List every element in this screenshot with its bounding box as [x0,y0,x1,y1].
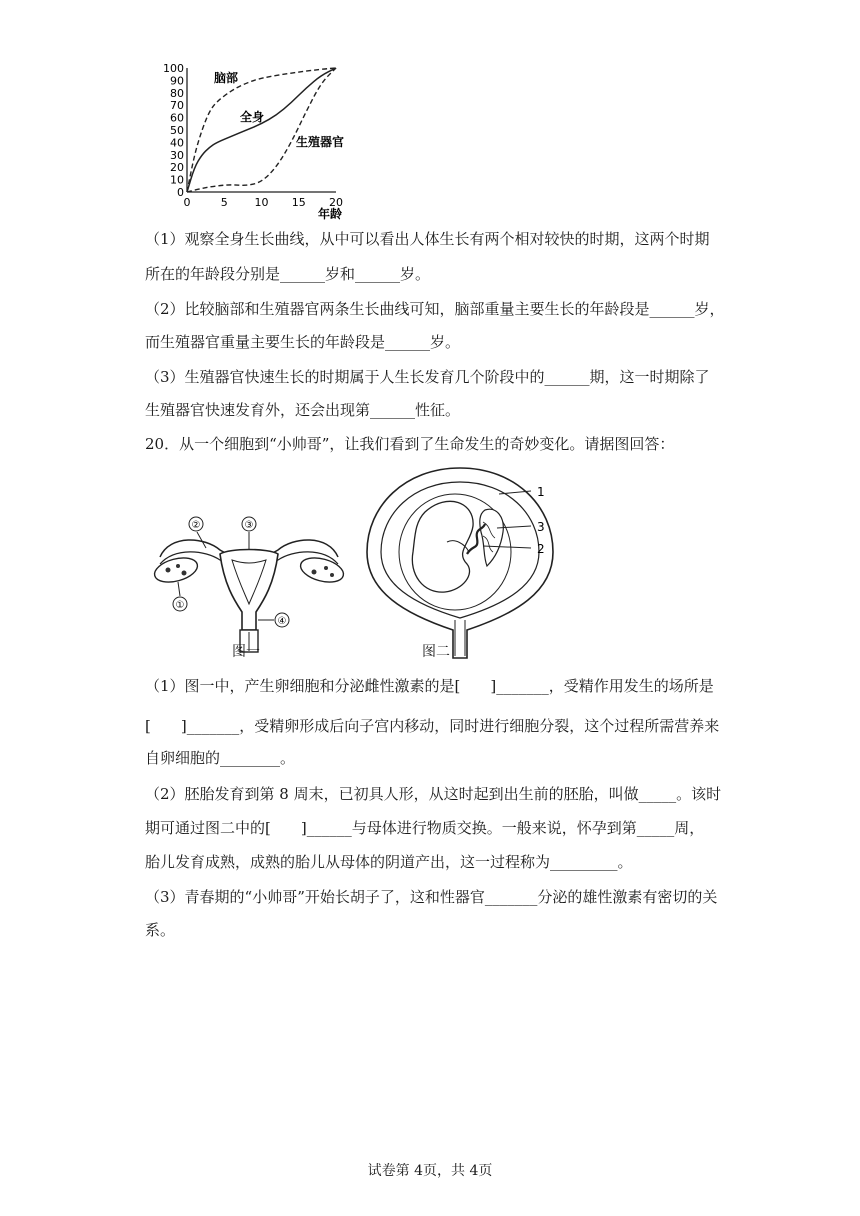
label-brain: 脑部 [214,71,239,85]
x-tick-label: 5 [220,196,228,209]
x-tick-label: 10 [254,196,269,209]
series-brain-line [187,68,336,192]
ovary-left [152,554,200,587]
figure-1-caption: 图一 [232,644,260,660]
fig1-label-3: ③ [244,520,254,531]
y-tick-label: 60 [170,111,184,125]
uterus [220,550,278,631]
x-tick-label: 20 [329,196,343,209]
fig2-label-2: 2 [537,542,545,556]
q19-p3-line1: （3）生殖器官快速生长的时期属于人生长发育几个阶段中的______期，这一时期除了 [145,368,710,386]
x-tick-label: 15 [291,196,306,209]
fig2-label-1: 1 [537,485,545,499]
fig1-label-4: ④ [277,616,287,627]
q20-p2-line3: 胎儿发育成熟，成熟的胎儿从母体的阴道产出，这一过程称为_________。 [145,853,633,871]
figure-2-fetus [355,462,565,662]
label-body: 全身 [240,110,265,124]
q20-title: 20．从一个细胞到“小帅哥”，让我们看到了生命发生的奇妙变化。请据图回答： [145,435,675,453]
q19-p3-line2: 生殖器官快速发育外，还会出现第______性征。 [145,401,461,419]
y-tick-label: 30 [170,148,184,162]
fig1-label-2: ② [191,520,201,531]
growth-chart [140,60,370,225]
q19-p1-line1: （1）观察全身生长曲线，从中可以看出人体生长有两个相对较快的时期，这两个时期 [145,230,710,248]
q20-p1-line1: （1）图一中，产生卵细胞和分泌雌性激素的是[ ]_______，受精作用发生的场所是 [145,677,714,695]
label-repro: 生殖器官 [296,135,345,149]
y-tick-label: 100 [163,62,184,75]
q20-p2-line2: 期可通过图二中的[ ]______与母体进行物质交换。一般来说，怀孕到第_____周， [145,819,705,837]
y-tick-label: 40 [170,136,184,150]
series-repro-line [187,68,336,192]
y-tick-label: 0 [177,186,184,199]
y-tick-label: 80 [170,86,184,100]
figure-2-caption: 图二 [422,644,450,660]
page-footer: 试卷第 4页，共 4页 [367,1163,493,1179]
fig2-label-3: 3 [537,520,545,534]
chart-xlabel: 年龄 [318,207,343,221]
q19-p1-line2: 所在的年龄段分别是______岁和______岁。 [145,265,431,283]
figure-1-uterus [140,512,358,662]
fig1-label-1: ① [175,600,185,611]
q19-p2-line2: 而生殖器官重量主要生长的年龄段是______岁。 [145,333,461,351]
q20-p2-line1: （2）胚胎发育到第 8 周末，已初具人形，从这时起到出生前的胚胎，叫做_____。该时 [145,785,722,803]
q20-p3-line1: （3）青春期的“小帅哥”开始长胡子了，这和性器官_______分泌的雄性激素有密切的关 [145,888,718,906]
q19-p2-line1: （2）比较脑部和生殖器官两条生长曲线可知，脑部重量主要生长的年龄段是______岁， [145,300,725,318]
q20-p1-line2: [ ]_______，受精卵形成后向子宫内移动，同时进行细胞分裂，这个过程所需营养来 [145,717,720,735]
y-tick-label: 70 [170,99,184,113]
y-tick-label: 50 [170,124,184,137]
y-tick-label: 20 [170,161,184,175]
q20-p3-line2: 系。 [145,921,176,939]
ovary-right [298,554,346,587]
y-tick-label: 10 [170,173,184,187]
y-tick-label: 90 [170,74,184,88]
series-body-line [187,68,336,192]
x-tick-label: 0 [183,196,191,209]
q20-p1-line3: 自卵细胞的________。 [145,749,296,767]
